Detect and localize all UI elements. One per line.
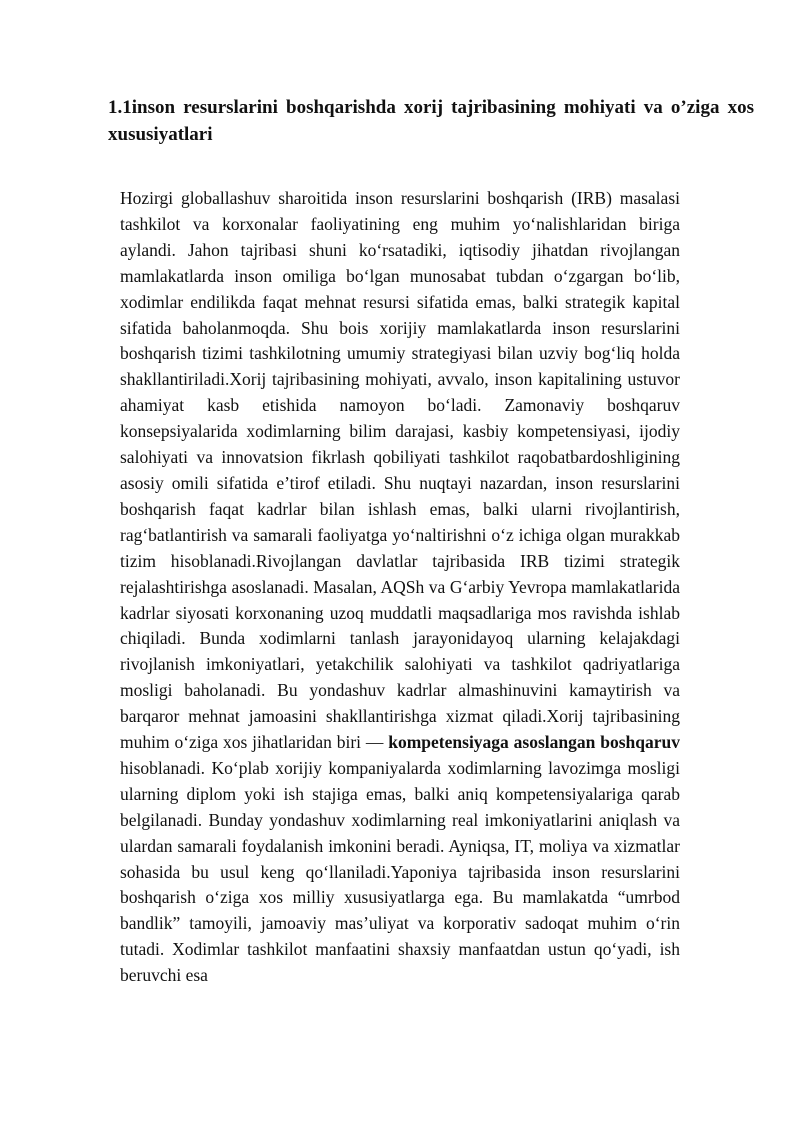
bold-term: kompetensiyaga asoslangan boshqaruv [388, 732, 680, 753]
paragraph-text-part-2: hisoblanadi. Ko‘plab xorijiy kompaniyalarda xodimlarning lavozimga mosligi ularning diplom yoki ish stajiga emas, balki aniq kompetensiyalariga qarab belgilanadi. Bunday yondashuv xodimlarning real imkoniyatlarini aniqlash va ulardan samarali foydalanish imkonini beradi. Ayniqsa, IT, moliya va xizmatlar sohasida bu usul keng qo‘llaniladi.Yaponiya tajribasida inson resurslarini boshqarish o‘ziga xos milliy xususiyatlarga ega. Bu mamlakatda “umrbod bandlik” tamoyili, jamoaviy mas’uliyat va korporativ sadoqat muhim o‘rin tutadi. Xodimlar tashkilot manfaatini shaxsiy manfaatdan ustun qo‘yadi, ish beruvchi esa [120, 757, 680, 986]
paragraph-text-part-1: Hozirgi globallashuv sharoitida inson resurslarini boshqarish (IRB) masalasi tashkilot va korxonalar faoliyatining eng muhim yo‘nalishlaridan biriga aylandi. Jahon tajribasi shuni ko‘rsatadiki, iqtisodiy jihatdan rivojlangan mamlakatlarda inson omiliga bo‘lgan munosabat tubdan o‘zgargan bo‘lib, xodimlar endilikda faqat mehnat resursi sifatida emas, balki strategik kapital sifatida baholanmoqda. Shu bois xorijiy mamlakatlarda inson resurslarini boshqarish tizimi tashkilotning umumiy strategiyasi bilan uzviy bog‘liq holda shakllantiriladi.Xorij tajribasining mohiyati, avvalo, inson kapitalining ustuvor ahamiyat kasb etishida namoyon bo‘ladi. Zamonaviy boshqaruv konsepsiyalarida xodimlarning bilim darajasi, kasbiy kompetensiyasi, ijodiy salohiyati va innovatsion fikrlash qobiliyati tashkilot raqobatbardoshligining asosiy omili sifatida e’tirof etiladi. Shu nuqtayi nazardan, inson resurslarini boshqarish faqat kadrlar bilan ishlash emas, balki ularni rivojlantirish, rag‘batlantirish va samarali faoliyatga yo‘naltirishni o‘z ichiga olgan murakkab tizim hisoblanadi.Rivojlangan davlatlar tajribasida IRB tizimi strategik rejalashtirishga asoslanadi. Masalan, AQSh va G‘arbiy Yevropa mamlakatlarida kadrlar siyosati korxonaning uzoq muddatli maqsadlariga mos ravishda ishlab chiqiladi. Bunda xodimlarni tanlash jarayonidayoq ularning kelajakdagi rivojlanish imkoniyatlari, yetakchilik salohiyati va tashkilot qadriyatlariga mosligi baholanadi. Bu yondashuv kadrlar almashinuvini kamaytirish va barqaror mehnat jamoasini shakllantirishga xizmat qiladi.Xorij tajribasining muhim o‘ziga xos jihatlaridan biri — [120, 188, 680, 753]
body-paragraph [120, 186, 680, 989]
section-heading: 1.1inson resurslarini boshqarishda xorij tajribasining mohiyati va o’ziga xos xususiyatlari [108, 97, 754, 145]
